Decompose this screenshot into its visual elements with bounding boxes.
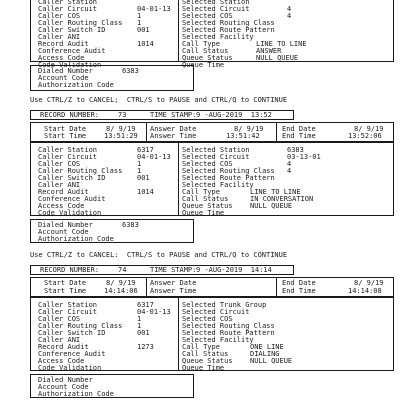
- rec74-selected-facility-label: Selected Facility: [182, 336, 254, 344]
- rec73-caller-routing-value: 1: [137, 167, 142, 175]
- rec74-caller-circuit-label: Caller Circuit: [38, 308, 98, 316]
- top-dialed-number-label: Dialed Number: [38, 67, 93, 75]
- rec74-start-time-value: 14:14:06: [104, 287, 138, 295]
- rec74-record-number-value: 74: [118, 266, 127, 274]
- rec74-answer-time-label: Answer Time: [150, 287, 197, 295]
- rec74-caller-station-value: 6317: [137, 301, 154, 309]
- rec74-selected-route-pattern-label: Selected Route Pattern: [182, 329, 275, 337]
- rec73-selected-route-pattern-label: Selected Route Pattern: [182, 174, 275, 182]
- rec74-account-code-label: Account Code: [38, 383, 89, 391]
- rec73-account-code-label: Account Code: [38, 228, 89, 236]
- rec73-call-type-label: Call Type: [182, 188, 220, 196]
- top-caller-cos-label: Caller COS: [38, 12, 81, 20]
- rec74-start-time-label: Start Time: [44, 287, 87, 295]
- top-queue-status-label: Queue Status: [182, 54, 233, 62]
- rec74-dates-divider-1: [146, 277, 147, 297]
- top-selected-cos-label: Selected COS: [182, 12, 233, 20]
- rec74-caller-routing-value: 1: [137, 322, 142, 330]
- rec74-caller-cos-value: 1: [137, 315, 142, 323]
- top-access-code-label: Access Code: [38, 54, 85, 62]
- rec73-selected-station-value: 6383: [287, 146, 304, 154]
- rec73-selected-station-label: Selected Station: [182, 146, 250, 154]
- top-account-code-label: Account Code: [38, 74, 89, 82]
- rec73-caller-switch-label: Caller Switch ID: [38, 174, 106, 182]
- rec73-caller-station-label: Caller Station: [38, 146, 98, 154]
- rec73-start-time-value: 13:51:29: [104, 132, 138, 140]
- top-call-type-label: Call Type: [182, 40, 220, 48]
- top-record-divider: [178, 0, 179, 62]
- rec74-time-stamp-label: TIME STAMP:: [150, 266, 197, 274]
- rec73-dates-divider-1: [146, 122, 147, 142]
- top-selected-facility-label: Selected Facility: [182, 33, 254, 41]
- rec73-selected-facility-label: Selected Facility: [182, 181, 254, 189]
- prompt-line-1: Use CTRL/Z to CANCEL; CTRL/S to PAUSE and CTRL/Q to CONTINUE: [30, 96, 288, 104]
- rec74-record-number-label: RECORD NUMBER:: [40, 266, 100, 274]
- rec74-queue-time-label: Queue Time: [182, 364, 225, 372]
- rec73-record-number-value: 73: [118, 111, 127, 119]
- top-code-validation-label: Code Validation: [38, 61, 102, 69]
- top-authorization-code-label: Authorization Code: [38, 81, 114, 89]
- top-selected-circuit-value: 4: [287, 5, 292, 13]
- rec73-answer-time-label: Answer Time: [150, 132, 197, 140]
- rec73-conference-audit-label: Conference Audit: [38, 195, 106, 203]
- rec73-caller-circuit-value: 04-01-13: [137, 153, 171, 161]
- top-caller-station-label: Caller Station: [38, 0, 98, 6]
- rec73-selected-routing-label: Selected Routing Class: [182, 167, 275, 175]
- rec73-selected-cos-label: Selected COS: [182, 160, 233, 168]
- rec74-end-date-label: End Date: [282, 279, 316, 287]
- rec73-dialed-number-label: Dialed Number: [38, 221, 93, 229]
- rec74-end-date-value: 8/ 9/19: [354, 279, 384, 287]
- rec73-caller-circuit-label: Caller Circuit: [38, 153, 98, 161]
- top-caller-switch-label: Caller Switch ID: [38, 26, 106, 34]
- rec74-call-type-label: Call Type: [182, 343, 220, 351]
- rec73-answer-date-value: 8/ 9/19: [234, 125, 264, 133]
- rec74-dialed-number-label: Dialed Number: [38, 376, 93, 384]
- rec74-selected-cos-label: Selected COS: [182, 315, 233, 323]
- top-dialed-number-value: 6383: [122, 67, 139, 75]
- rec74-start-date-label: Start Date: [44, 279, 87, 287]
- rec74-call-status-label: Call Status: [182, 350, 229, 358]
- rec74-record-audit-label: Record Audit: [38, 343, 89, 351]
- rec73-access-code-label: Access Code: [38, 202, 85, 210]
- rec74-caller-circuit-value: 04-01-13: [137, 308, 171, 316]
- rec74-selected-trunk-group-label: Selected Trunk Group: [182, 301, 267, 309]
- rec74-caller-switch-value: 001: [137, 329, 150, 337]
- top-selected-cos-value: 4: [287, 12, 292, 20]
- rec74-conference-audit-label: Conference Audit: [38, 350, 106, 358]
- rec73-dialed-number-value: 6383: [122, 221, 139, 229]
- rec73-queue-time-label: Queue Time: [182, 209, 225, 217]
- rec73-call-type-value: LINE TO LINE: [250, 188, 301, 196]
- top-conference-audit-label: Conference Audit: [38, 47, 106, 55]
- rec74-detail-divider: [178, 297, 179, 371]
- rec74-end-time-label: End Time: [282, 287, 316, 295]
- top-caller-circuit-label: Caller Circuit: [38, 5, 98, 13]
- rec73-time-stamp-value: 9 -AUG-2019 13:52: [196, 111, 272, 119]
- rec73-record-audit-label: Record Audit: [38, 188, 89, 196]
- rec74-start-date-value: 8/ 9/19: [106, 279, 136, 287]
- rec74-caller-routing-label: Caller Routing Class: [38, 322, 123, 330]
- rec73-answer-time-value: 13:51:42: [226, 132, 260, 140]
- top-call-status-value: ANSWER: [256, 47, 282, 55]
- rec73-authorization-code-label: Authorization Code: [38, 235, 114, 243]
- rec74-selected-routing-label: Selected Routing Class: [182, 322, 275, 330]
- rec73-queue-status-value: NULL QUEUE: [250, 202, 293, 210]
- rec73-end-time-label: End Time: [282, 132, 316, 140]
- rec73-queue-status-label: Queue Status: [182, 202, 233, 210]
- rec74-access-code-label: Access Code: [38, 357, 85, 365]
- rec74-authorization-code-label: Authorization Code: [38, 390, 114, 398]
- top-caller-routing-value: 1: [137, 19, 142, 27]
- rec74-record-audit-value: 1273: [137, 343, 154, 351]
- rec73-call-status-label: Call Status: [182, 195, 229, 203]
- rec73-caller-cos-value: 1: [137, 160, 142, 168]
- rec74-end-time-value: 14:14:08: [348, 287, 382, 295]
- rec73-record-number-label: RECORD NUMBER:: [40, 111, 100, 119]
- rec73-call-status-value: IN CONVERSATION: [250, 195, 314, 203]
- rec73-selected-cos-value: 4: [287, 160, 292, 168]
- top-queue-status-value: NULL QUEUE: [256, 54, 299, 62]
- rec73-caller-station-value: 6317: [137, 146, 154, 154]
- rec73-caller-routing-label: Caller Routing Class: [38, 167, 123, 175]
- prompt-line-2: Use CTRL/Z to CANCEL: CTRL/S to PAUSE and CTRL/Q to CONTINUE: [30, 251, 288, 259]
- rec73-end-date-value: 8/ 9/19: [354, 125, 384, 133]
- top-caller-routing-label: Caller Routing Class: [38, 19, 123, 27]
- rec74-dates-divider-2: [276, 277, 277, 297]
- rec73-detail-divider: [178, 142, 179, 216]
- rec73-end-time-value: 13:52:06: [348, 132, 382, 140]
- rec73-answer-date-label: Answer Date: [150, 125, 197, 133]
- rec73-start-date-value: 8/ 9/19: [106, 125, 136, 133]
- rec73-selected-routing-value: 4: [287, 167, 292, 175]
- rec74-queue-status-value: NULL QUEUE: [250, 357, 293, 365]
- top-selected-station-label: Selected Station: [182, 0, 250, 6]
- rec73-end-date-label: End Date: [282, 125, 316, 133]
- top-queue-time-label: Queue Time: [182, 61, 225, 69]
- rec74-code-validation-label: Code Validation: [38, 364, 102, 372]
- top-selected-routing-label: Selected Routing Class: [182, 19, 275, 27]
- rec74-time-stamp-value: 9 -AUG-2019 14:14: [196, 266, 272, 274]
- top-record-audit-label: Record Audit: [38, 40, 89, 48]
- rec73-start-date-label: Start Date: [44, 125, 87, 133]
- rec74-call-type-value: ONE LINE: [250, 343, 284, 351]
- rec73-selected-circuit-value: 03-13-01: [287, 153, 321, 161]
- rec73-caller-cos-label: Caller COS: [38, 160, 81, 168]
- top-call-type-value: LINE TO LINE: [256, 40, 307, 48]
- top-caller-ani-label: Caller ANI: [38, 33, 81, 41]
- rec73-caller-switch-value: 001: [137, 174, 150, 182]
- rec73-code-validation-label: Code Validation: [38, 209, 102, 217]
- rec74-selected-circuit-label: Selected Circuit: [182, 308, 250, 316]
- top-caller-cos-value: 1: [137, 12, 142, 20]
- top-call-status-label: Call Status: [182, 47, 229, 55]
- rec74-queue-status-label: Queue Status: [182, 357, 233, 365]
- rec74-call-status-value: DIALING: [250, 350, 280, 358]
- top-record-audit-value: 1014: [137, 40, 154, 48]
- rec73-dates-divider-2: [276, 122, 277, 142]
- top-caller-switch-value: 001: [137, 26, 150, 34]
- rec74-caller-cos-label: Caller COS: [38, 315, 81, 323]
- rec73-caller-ani-label: Caller ANI: [38, 181, 81, 189]
- rec73-record-audit-value: 1014: [137, 188, 154, 196]
- rec74-answer-date-label: Answer Date: [150, 279, 197, 287]
- rec74-caller-switch-label: Caller Switch ID: [38, 329, 106, 337]
- top-caller-circuit-value: 04-01-13: [137, 5, 171, 13]
- rec74-caller-station-label: Caller Station: [38, 301, 98, 309]
- rec73-start-time-label: Start Time: [44, 132, 87, 140]
- rec73-time-stamp-label: TIME STAMP:: [150, 111, 197, 119]
- top-selected-circuit-label: Selected Circuit: [182, 5, 250, 13]
- rec74-caller-ani-label: Caller ANI: [38, 336, 81, 344]
- rec73-selected-circuit-label: Selected Circuit: [182, 153, 250, 161]
- top-selected-route-pattern-label: Selected Route Pattern: [182, 26, 275, 34]
